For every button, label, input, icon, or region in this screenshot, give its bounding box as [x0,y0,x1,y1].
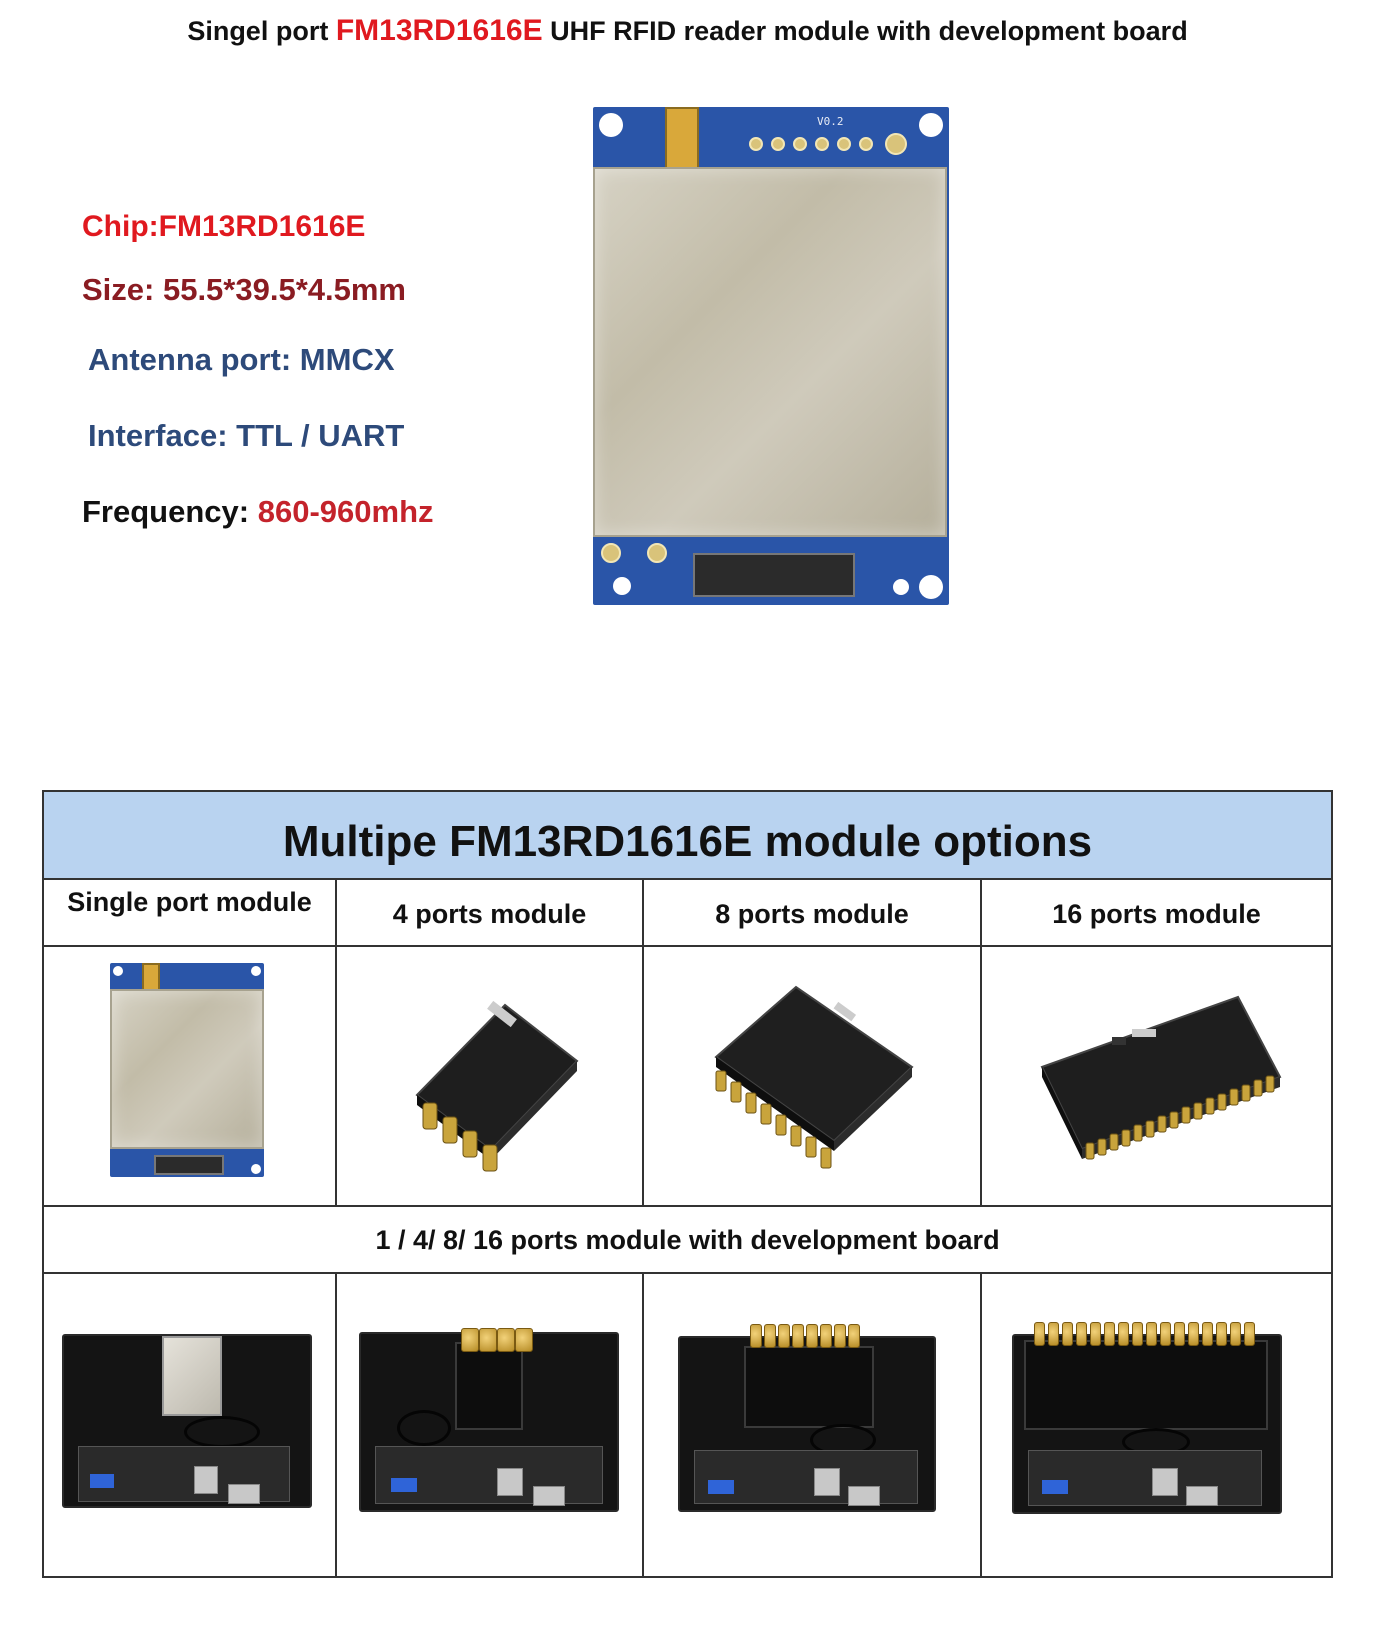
options-table [42,790,1333,1578]
ethernet-port [1152,1468,1178,1496]
mount-hole [919,113,943,137]
sma-connector [479,1328,497,1352]
mount-hole [251,966,261,976]
dip-switch [1042,1480,1068,1494]
reader-module [744,1346,874,1428]
spec-chip: Chip:FM13RD1616E [82,210,366,243]
four-port-module-photo [337,945,644,1203]
spec-interface: Interface: TTL / UART [88,418,405,453]
sma-connector [1244,1322,1255,1346]
mount-hole [893,579,909,595]
mount-hole [113,966,123,976]
ethernet-port [497,1468,523,1496]
fpc-connector [693,553,855,597]
mount-hole [613,577,631,595]
spec-frequency-label: Frequency: [82,494,250,529]
eight-port-dev-board-photo [678,1336,936,1512]
antenna-connector [665,107,699,169]
ethernet-port [814,1468,840,1496]
title-suffix: UHF RFID reader module with development board [550,16,1188,46]
sma-connector [778,1324,790,1348]
pin-pad [837,137,851,151]
sma-connector [848,1324,860,1348]
sixteen-port-module-photo [982,945,1331,1203]
ethernet-port [194,1466,218,1494]
mount-hole [251,1164,261,1174]
control-board [375,1446,603,1504]
column-header: 4 ports module [337,878,644,945]
sma-connector [1034,1322,1045,1346]
column-header: 8 ports module [644,878,982,945]
spec-antenna: Antenna port: MMCX [88,342,395,377]
column-header-row [44,878,1331,947]
control-board [694,1450,918,1504]
four-port-cell [337,945,644,1205]
eight-port-module-photo [644,945,982,1203]
sixteen-port-dev-board-photo [1012,1334,1282,1514]
ground-pad [601,543,621,563]
mount-hole [599,113,623,137]
single-port-module-photo [110,963,264,1177]
column-header: 16 ports module [1052,899,1261,929]
antenna-cable [184,1416,260,1448]
options-table-heading: Multipe FM13RD1616E module options [44,792,1331,880]
sixteen-port-board-cell [982,1272,1331,1578]
fpc-connector [154,1155,224,1175]
sma-connector [1104,1322,1115,1346]
pin-pad [859,137,873,151]
module-image-row [44,945,1331,1207]
sma-connector [1076,1322,1087,1346]
reader-module [455,1342,523,1430]
dev-board-image-row [44,1272,1331,1578]
sma-connector [1132,1322,1143,1346]
rf-shield [593,167,947,537]
module-photo [593,107,949,605]
antenna-connector [142,963,160,991]
sma-connector [792,1324,804,1348]
sma-connector [1062,1322,1073,1346]
single-port-cell [44,945,337,1205]
sma-connector [1146,1322,1157,1346]
sma-connector [497,1328,515,1352]
control-board [1028,1450,1262,1506]
serial-port [533,1486,565,1506]
silk-label: V0.2 [817,115,844,128]
sma-connector [1174,1322,1185,1346]
serial-port [228,1484,260,1504]
pin-pad [771,137,785,151]
sma-connector [1118,1322,1129,1346]
column-header: Single port module [44,878,337,945]
sma-connector [1048,1322,1059,1346]
mount-hole [919,575,943,599]
sma-connector [1216,1322,1227,1346]
reader-module [1024,1340,1268,1430]
four-port-dev-board-photo [359,1332,619,1512]
rf-shield [110,989,264,1149]
eight-port-cell [644,945,982,1205]
spec-size: Size: 55.5*39.5*4.5mm [82,272,406,307]
dip-switch [391,1478,417,1492]
reader-module [162,1336,222,1416]
sma-connector [1090,1322,1101,1346]
pin-pad [749,137,763,151]
serial-port [848,1486,880,1506]
dip-switch [708,1480,734,1494]
four-port-board-cell [337,1272,644,1578]
page-title [0,14,1375,48]
sma-connector [750,1324,762,1348]
pin-pad [793,137,807,151]
sma-connector [806,1324,818,1348]
sma-connector [1202,1322,1213,1346]
pin-pad [815,137,829,151]
sma-connector [764,1324,776,1348]
single-port-board-cell [44,1272,337,1578]
serial-port [1186,1486,1218,1506]
dev-board-row-label: 1 / 4/ 8/ 16 ports module with development board [44,1205,1331,1274]
sixteen-port-cell [982,945,1331,1205]
dip-switch [90,1474,114,1488]
sma-connector [834,1324,846,1348]
sma-connector [820,1324,832,1348]
antenna-cable [397,1410,451,1446]
sma-connector [515,1328,533,1352]
eight-port-board-cell [644,1272,982,1578]
spec-frequency [82,494,434,530]
sma-connector [1188,1322,1199,1346]
sma-connector [1160,1322,1171,1346]
ground-pad [647,543,667,563]
title-prefix: Singel port [187,16,329,46]
single-port-dev-board-photo [62,1334,312,1508]
sma-connector [461,1328,479,1352]
title-model: FM13RD1616E [335,14,543,47]
spec-frequency-value: 860-960mhz [257,494,434,529]
pin-pad [885,133,907,155]
sma-connector [1230,1322,1241,1346]
